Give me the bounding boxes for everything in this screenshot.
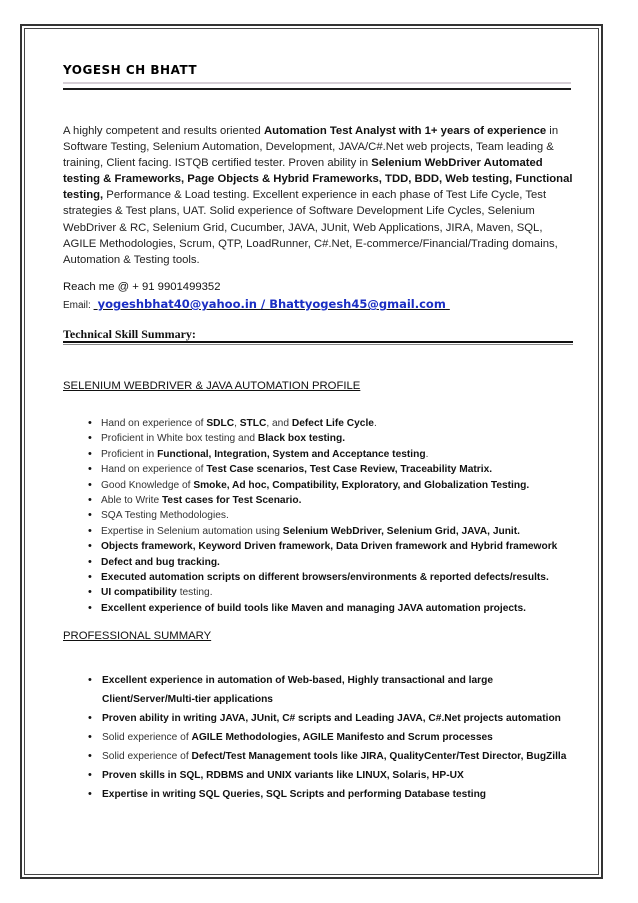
resume-name: YOGESH CH BHATT — [63, 63, 198, 77]
professional-summary-list — [88, 671, 588, 804]
bold-text: STLC — [239, 418, 267, 429]
list-item — [88, 555, 588, 570]
list-item — [88, 585, 588, 600]
text: , — [234, 418, 240, 429]
name-divider-dark — [63, 88, 571, 90]
list-item — [88, 570, 588, 585]
list-item — [88, 416, 588, 431]
bold-text: Objects framework, Keyword Driven framework, Data Driven framework and Hybrid framework — [101, 541, 558, 553]
list-item — [88, 747, 588, 766]
bold-text: Excellent experience of build tools like Maven and managing JAVA automation projects. — [101, 602, 526, 614]
text: . — [425, 448, 429, 460]
technical-skill-summary-heading: Technical Skill Summary: — [63, 327, 196, 341]
selenium-profile-heading: SELENIUM WEBDRIVER & JAVA AUTOMATION PROFILE — [63, 380, 361, 392]
name-divider-light — [63, 82, 571, 84]
text: Performance & Load testing. Excellent experience in each phase of Test Life Cycle, Test strategies & Test plans, UAT. Solid experience of Software Development Life Cycles, Selenium WebDriver & RC, Selenium Grid, Cucumber, JAVA, JUnit, Web Applications, JIRA, Maven, SQL, AGILE Methodologies, Scrum, QTP, LoadRunner, C#.Net, E-commerce/Financial/Trading domains, Automation & Testing tools. — [63, 189, 558, 266]
professional-summary-heading: PROFESSIONAL SUMMARY — [63, 630, 212, 642]
bold-text: Automation Test Analyst with 1+ years of experience — [263, 125, 547, 137]
text: Expertise in Selenium automation using — [101, 525, 283, 537]
text: Hand on experience of — [101, 464, 207, 476]
bold-text: SDLC — [206, 418, 235, 429]
technical-divider-dark — [63, 341, 573, 343]
technical-divider-light — [63, 344, 573, 345]
text: testing. — [176, 587, 213, 599]
list-item — [88, 493, 588, 508]
list-item — [88, 709, 588, 728]
text: SQA Testing Methodologies. — [101, 510, 229, 522]
text: in Software Testing, Selenium Automation, Development, JAVA/C#.Net web projects, Team leading & training, Client facing. ISTQB certified tester. Proven ability in — [63, 125, 559, 170]
bold-text: Smoke, Ad hoc, Compatibility, Exploratory, and Globalization Testing. — [193, 479, 530, 491]
bold-text: Test cases for Test Scenario. — [161, 495, 302, 507]
email-link-yahoo[interactable]: yogeshbhat40@yahoo.in — [97, 297, 257, 311]
bold-text: Defect and bug tracking. — [101, 556, 220, 568]
bold-text: AGILE Methodologies, AGILE Manifesto and Scrum processes — [191, 732, 493, 743]
list-item — [88, 601, 588, 616]
list-item — [88, 539, 588, 554]
list-item — [88, 785, 588, 804]
bold-text: Test Case scenarios, Test Case Review, Traceability Matrix. — [206, 464, 493, 476]
bold-text: Expertise in writing SQL Queries, SQL Scripts and performing Database testing — [102, 789, 487, 800]
text: Proficient in White box testing and — [101, 433, 258, 445]
email-row — [63, 297, 450, 311]
text: . — [373, 418, 377, 429]
text: Able to Write — [101, 495, 162, 507]
text: , and — [266, 418, 292, 429]
bold-text: Selenium WebDriver, Selenium Grid, JAVA, Junit. — [282, 525, 520, 537]
selenium-profile-list — [88, 416, 588, 616]
email-links — [94, 297, 450, 311]
bold-text: Proven skills in SQL, RDBMS and UNIX variants like LINUX, Solaris, HP-UX — [102, 770, 464, 781]
bold-text: UI compatibility — [101, 587, 177, 599]
bold-text: Black box testing. — [257, 433, 346, 445]
bold-text: Functional, Integration, System and Acceptance testing — [157, 448, 426, 460]
email-label: Email: — [63, 300, 91, 311]
list-item — [88, 462, 588, 477]
list-item — [88, 478, 588, 493]
bold-text: Selenium WebDriver Automated testing & Frameworks, Page Objects & Hybrid Frameworks, TDD, BDD, Web testing, Functional testing, — [63, 157, 573, 202]
bold-text: Executed automation scripts on different browsers/environments & reported defects/results. — [101, 572, 549, 584]
text: A highly competent and results oriented — [63, 125, 264, 137]
bold-text: Proven ability in writing JAVA, JUnit, C# scripts and Leading JAVA, C#.Net projects automation — [102, 713, 561, 724]
list-item — [88, 524, 588, 539]
text: Solid experience of — [102, 751, 192, 762]
email-separator: / — [256, 297, 270, 311]
email-link-gmail[interactable]: Bhattyogesh45@gmail.com — [269, 297, 446, 311]
phone-contact: Reach me @ + 91 9901499352 — [63, 281, 221, 293]
list-item — [88, 766, 588, 785]
bold-text: Defect/Test Management tools like JIRA, QualityCenter/Test Director, BugZilla — [191, 751, 567, 762]
profile-summary — [63, 123, 575, 268]
text: Solid experience of — [102, 732, 192, 743]
bold-text: Defect Life Cycle — [291, 418, 374, 429]
list-item — [88, 728, 588, 747]
list-item — [88, 508, 588, 523]
list-item — [88, 671, 588, 709]
text: Hand on experience of — [101, 418, 207, 429]
bold-text: Excellent experience in automation of Web-based, Highly transactional and large Client/Server/Multi-tier applications — [102, 675, 493, 705]
list-item — [88, 431, 588, 446]
list-item — [88, 447, 588, 462]
text: Good Knowledge of — [101, 479, 194, 491]
text: Proficient in — [101, 448, 158, 460]
